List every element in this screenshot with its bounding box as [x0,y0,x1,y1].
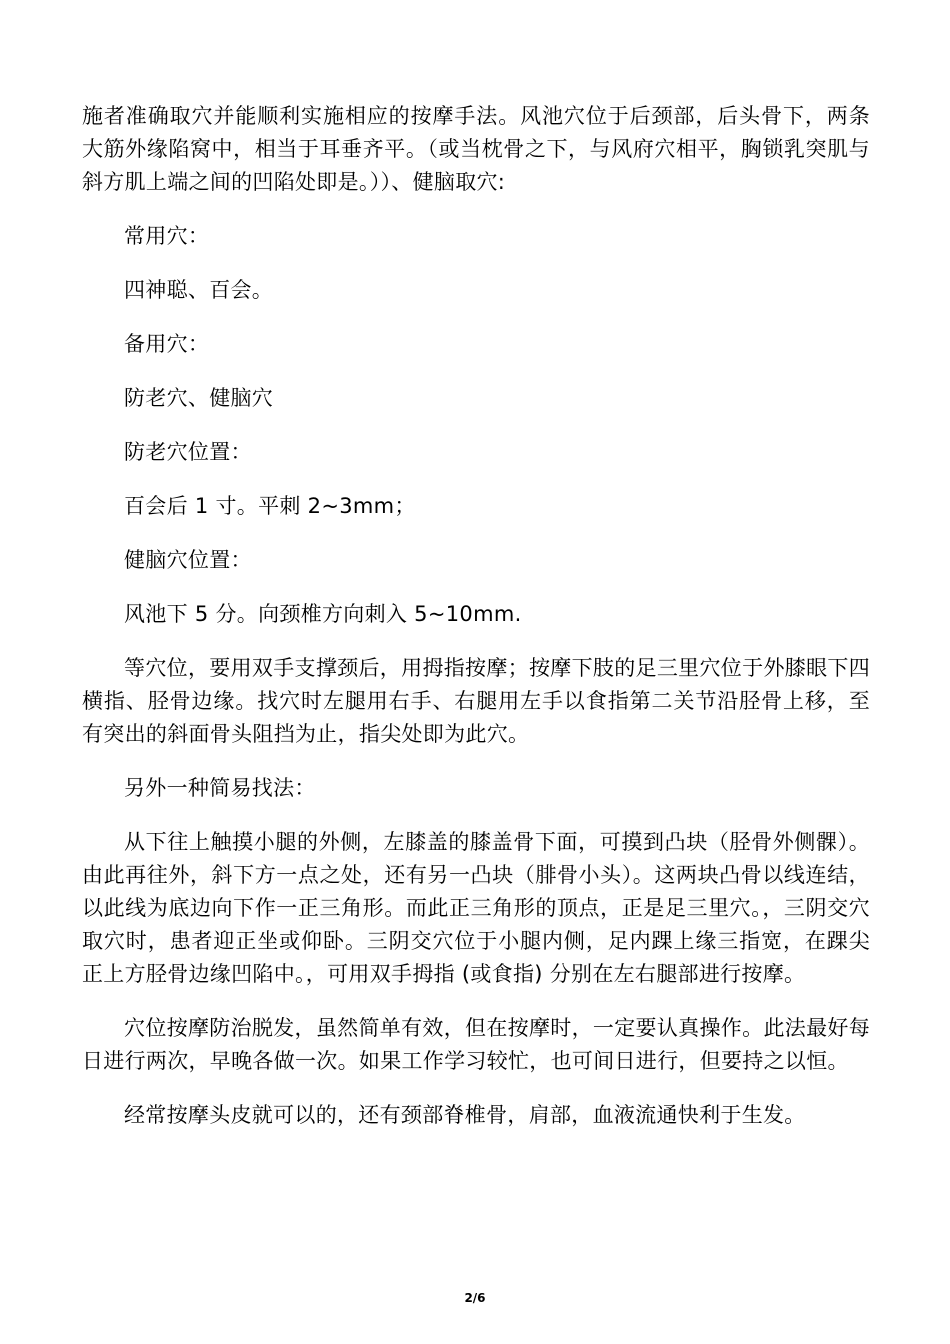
paragraph-simple-method-label: 另外一种简易找法： [124,776,316,800]
paragraph-jiannao-location-label: 健脑穴位置： [124,548,252,572]
paragraph-massage-advice: 穴位按摩防治脱发，虽然简单有效，但在按摩时，一定要认真操作。此法最好每日进行两次，早晚各做一次。如果工作学习较忙，也可间日进行，但要持之以恒。 [82,1016,870,1073]
paragraph-continuation: 施者准确取穴并能顺利实施相应的按摩手法。风池穴位于后颈部，后头骨下，两条大筋外缘陷窝中，相当于耳垂齐平。（或当枕骨之下，与风府穴相平，胸锁乳突肌与斜方肌上端之间的凹陷处即是。））、健脑取穴: [82,104,870,194]
paragraph-zusanli: 等穴位，要用双手支撑颈后，用拇指按摩；按摩下肢的足三里穴位于外膝眼下四横指、胫骨边缘。找穴时左腿用右手、右腿用左手以食指第二关节沿胫骨上移，至有突出的斜面骨头阻挡为止，指尖处即为此穴。 [82,656,870,746]
paragraph-scalp-massage: 经常按摩头皮就可以的，还有颈部脊椎骨，肩部，血液流通快利于生发。 [124,1103,806,1127]
document-body [82,100,870,1153]
paragraph-common-points: 四神聪、百会。 [124,278,274,302]
page-number: 2/6 [464,1291,486,1305]
paragraph-fanglao-location-label: 防老穴位置： [124,440,252,464]
paragraph-jiannao-location: 风池下 5 分。向颈椎方向刺入 5~10mm. [124,602,522,626]
paragraph-fanglao-location: 百会后 1 寸。平刺 2~3mm； [124,494,416,518]
paragraph-backup-points: 防老穴、健脑穴 [124,386,274,410]
paragraph-backup-points-label: 备用穴： [124,332,210,356]
paragraph-simple-method: 从下往上触摸小腿的外侧，左膝盖的膝盖骨下面，可摸到凸块（胫骨外侧髁）。由此再往外，斜下方一点之处，还有另一凸块（腓骨小头）。这两块凸骨以线连结，以此线为底边向下作一正三角形。而此正三角形的顶点，正是足三里穴。，三阴交穴取穴时，患者迎正坐或仰卧。三阴交穴位于小腿内侧，足内踝上缘三指宽，在踝尖正上方胫骨边缘凹陷中。，可用双手拇指 (或食指) 分别在左右腿部进行按摩。 [82,830,870,986]
paragraph-common-points-label: 常用穴： [124,224,210,248]
